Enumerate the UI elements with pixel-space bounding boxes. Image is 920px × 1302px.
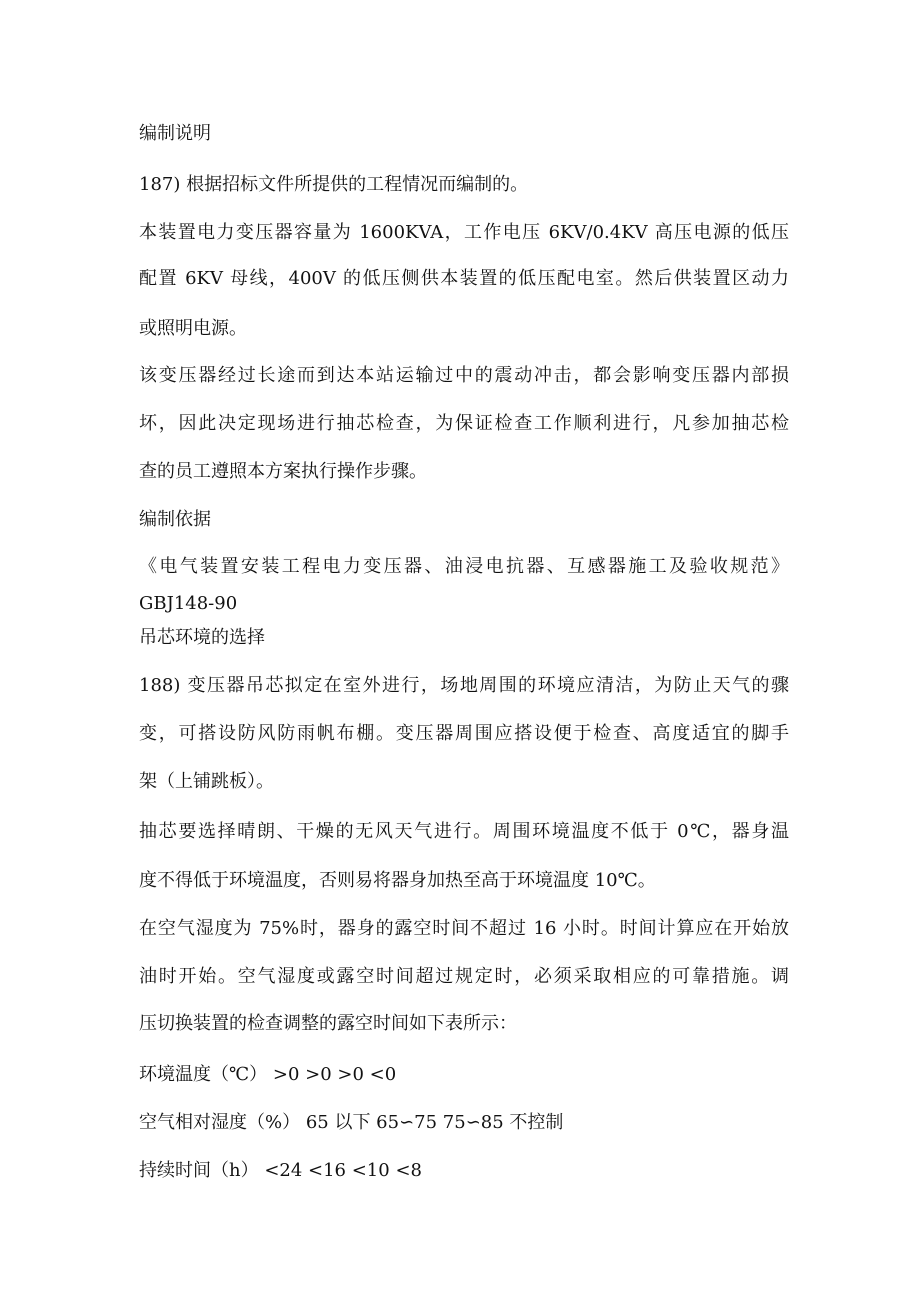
paragraph-line: 架（上铺跳板）。 (139, 771, 274, 792)
paragraph-line: 变，可搭设防风防雨帆布棚。变压器周围应搭设便于检查、高度适宜的脚手 (139, 723, 789, 744)
paragraph-line: 187) 根据招标文件所提供的工程情况而编制的。 (139, 174, 529, 195)
table-row-ambient-temperature: 环境温度（℃） >0 >0 >0 <0 (139, 1064, 397, 1085)
section-heading-compilation-notes: 编制说明 (139, 123, 211, 144)
paragraph-line: 在空气湿度为 75%时，器身的露空时间不超过 16 小时。时间计算应在开始放 (139, 918, 789, 939)
section-heading-core-lifting-environment: 吊芯环境的选择 (139, 627, 265, 648)
table-row-relative-humidity: 空气相对湿度（%） 65 以下 65∽75 75∽85 不控制 (139, 1112, 564, 1133)
paragraph-line: 或照明电源。 (139, 318, 247, 339)
paragraph-line: 度不得低于环境温度，否则易将器身加热至高于环境温度 10℃。 (139, 870, 656, 891)
paragraph-line: 188) 变压器吊芯拟定在室外进行，场地周围的环境应清洁，为防止天气的骤 (139, 675, 789, 696)
paragraph-line: 油时开始。空气湿度或露空时间超过规定时，必须采取相应的可靠措施。调 (139, 966, 789, 987)
standard-title-line: 《电气装置安装工程电力变压器、油浸电抗器、互感器施工及验收规范》 (139, 556, 789, 577)
paragraph-line: 坏，因此决定现场进行抽芯检查，为保证检查工作顺利进行，凡参加抽芯检 (139, 413, 789, 434)
paragraph-line: 抽芯要选择晴朗、干燥的无风天气进行。周围环境温度不低于 0℃，器身温 (139, 821, 789, 842)
paragraph-line: 本装置电力变压器容量为 1600KVA，工作电压 6KV/0.4KV 高压电源的低压 (139, 222, 789, 243)
section-heading-compilation-basis: 编制依据 (139, 509, 211, 530)
paragraph-line: 压切换装置的检查调整的露空时间如下表所示： (139, 1013, 517, 1034)
paragraph-line: 配置 6KV 母线，400V 的低压侧供本装置的低压配电室。然后供装置区动力 (139, 268, 789, 289)
paragraph-line: 查的员工遵照本方案执行操作步骤。 (139, 461, 427, 482)
standard-code: GBJ148-90 (139, 593, 238, 614)
paragraph-line: 该变压器经过长途而到达本站运输过中的震动冲击，都会影响变压器内部损 (139, 365, 789, 386)
table-row-duration: 持续时间（h） <24 <16 <10 <8 (139, 1160, 422, 1181)
